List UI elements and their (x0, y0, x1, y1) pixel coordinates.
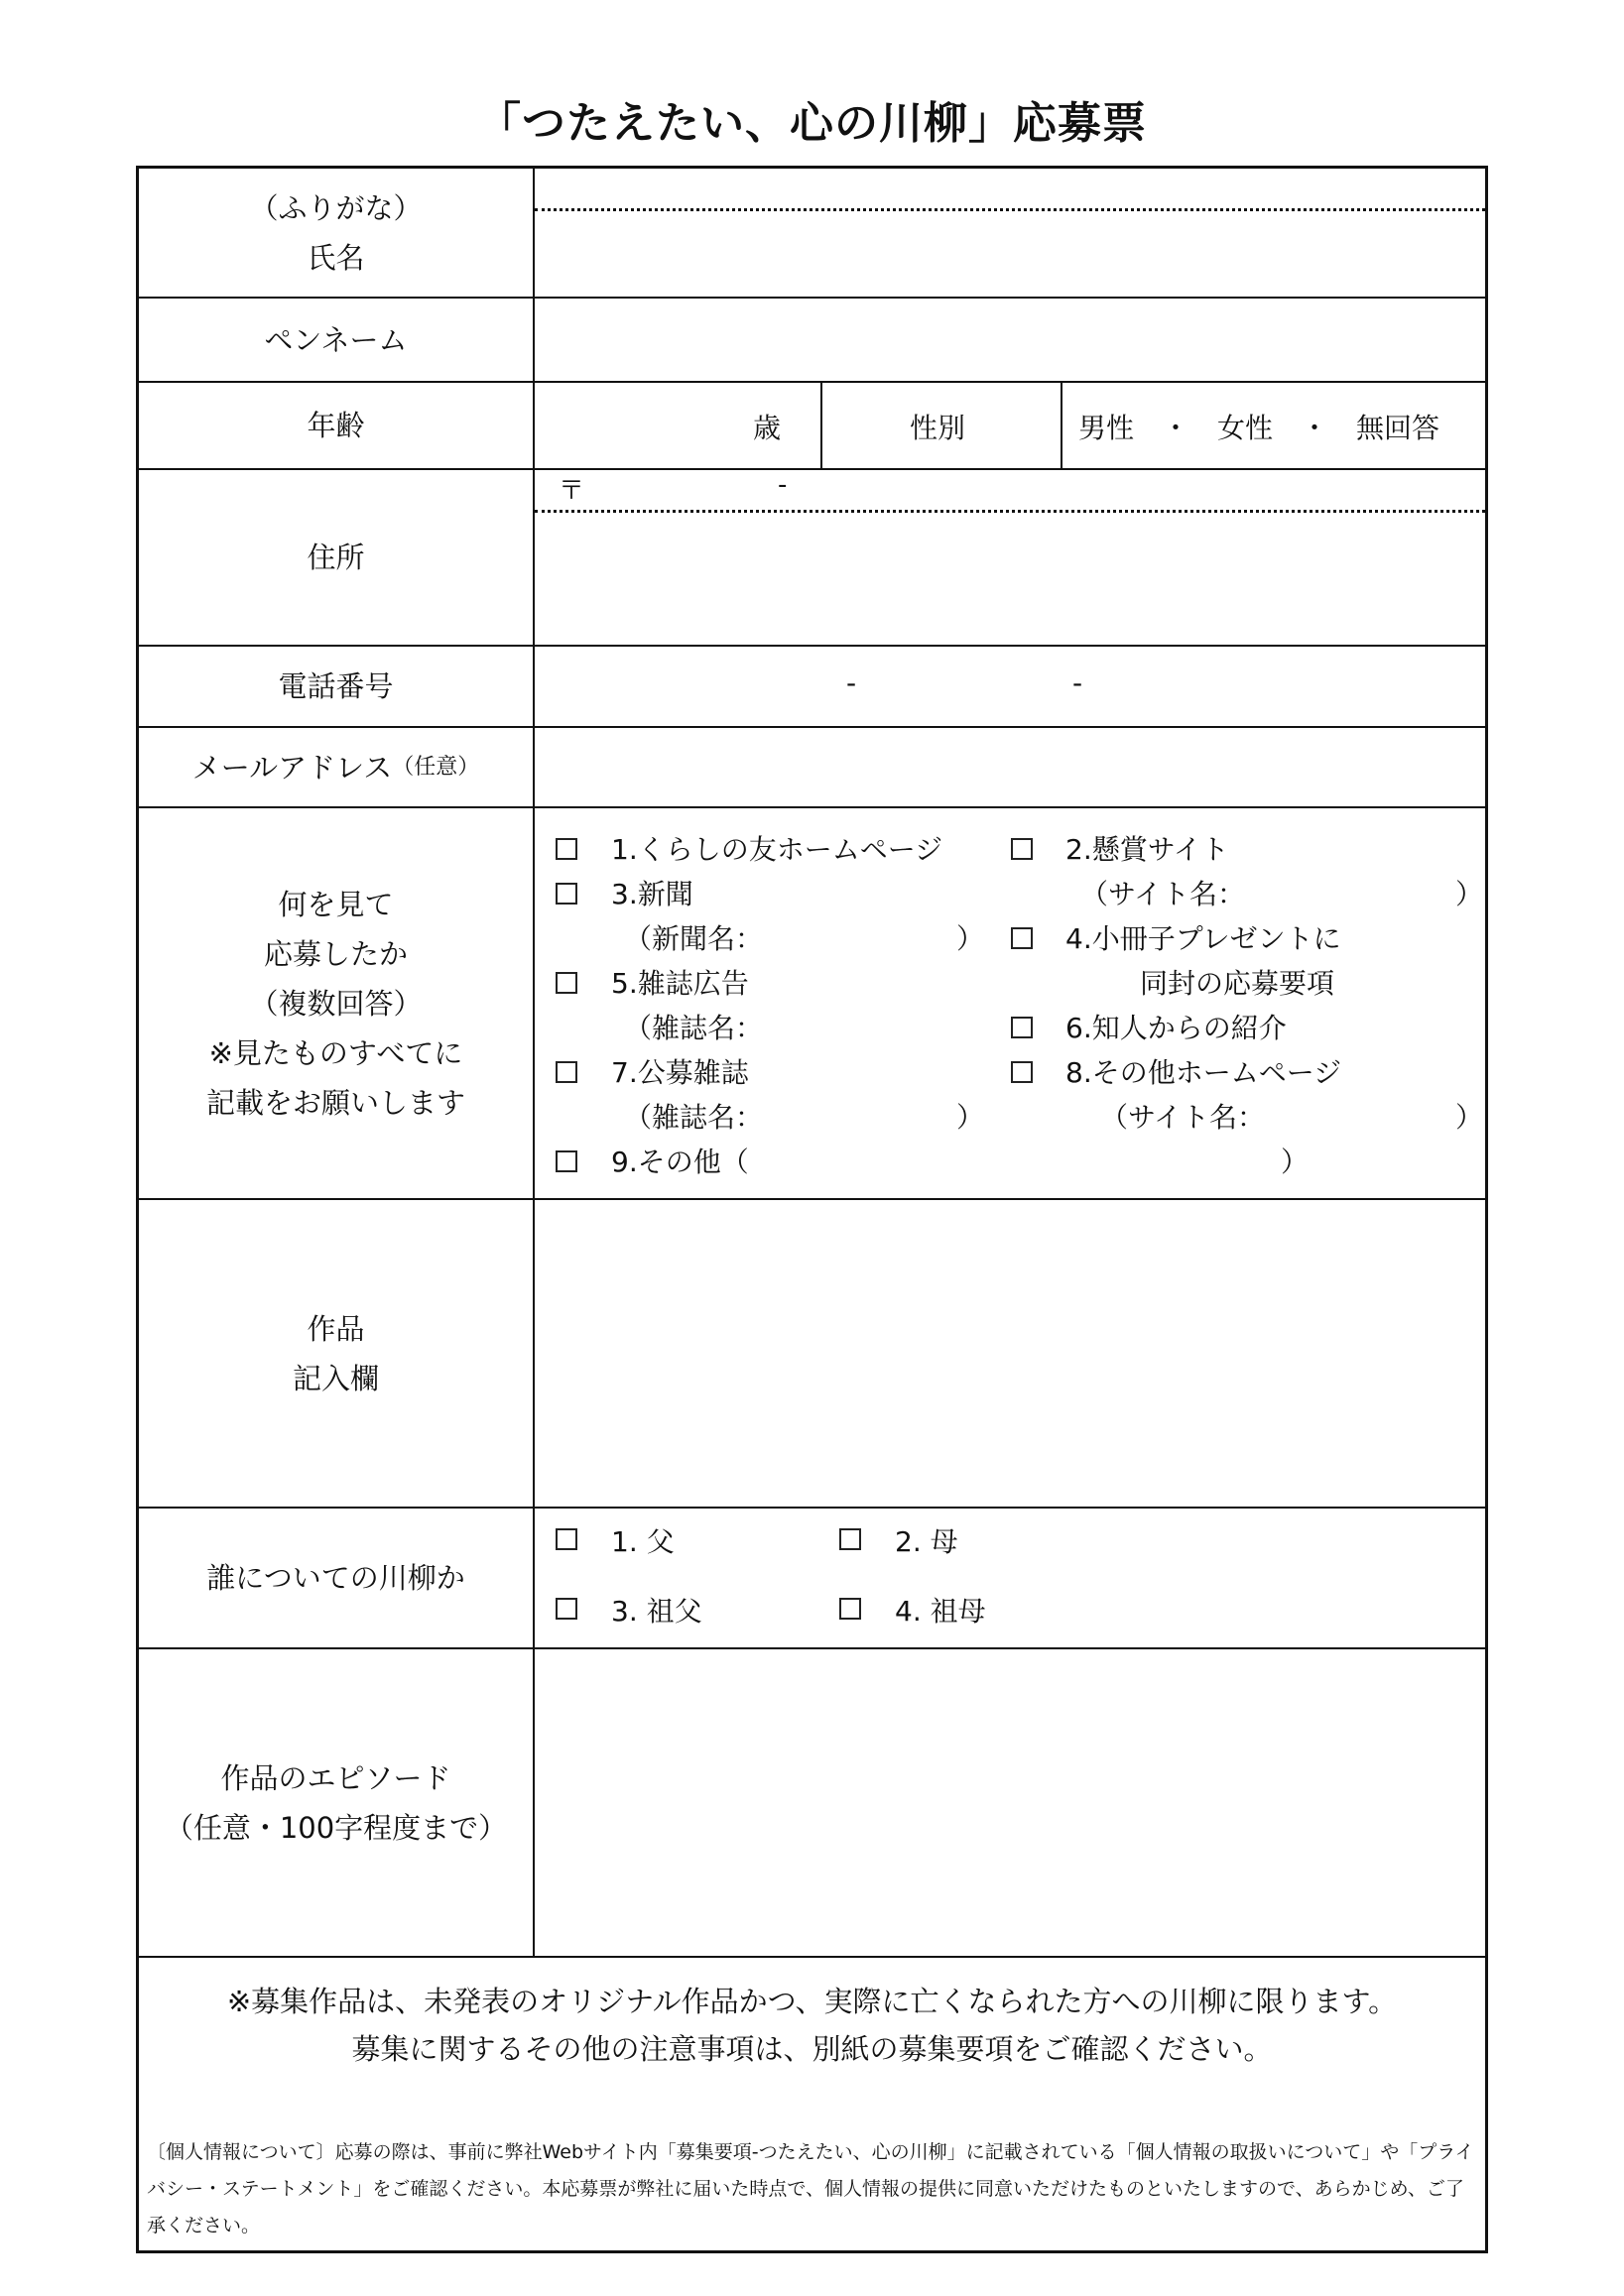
source-option-7: 7.公募雑誌 (611, 1056, 749, 1089)
pen-name-field[interactable] (535, 299, 1485, 381)
source-label-cell (139, 808, 535, 1198)
phone-dash-2: - (1072, 666, 1083, 699)
phone-label: 電話番号 (139, 647, 535, 726)
about-option-grandmother: 4. 祖母 (895, 1595, 986, 1628)
source-option-9: 9.その他（ (611, 1146, 749, 1178)
source-option-4-line2: 同封の応募要項 (1140, 967, 1335, 1000)
episode-label-cell (139, 1649, 535, 1956)
source-checkbox-9[interactable] (556, 1150, 577, 1172)
about-option-mother: 2. 母 (895, 1525, 958, 1558)
about-options (535, 1509, 1485, 1647)
source-checkbox-2[interactable] (1011, 838, 1033, 860)
gender-label: 性別 (910, 412, 966, 444)
about-option-grandfather: 3. 祖父 (611, 1595, 702, 1628)
source-option-5: 5.雑誌広告 (611, 967, 749, 1000)
source-option-8: 8.その他ホームページ (1065, 1056, 1342, 1089)
phone-dash-1: - (846, 666, 857, 699)
age-label: 年齢 (139, 383, 535, 468)
address-row (139, 470, 1485, 647)
email-label-cell (139, 728, 535, 806)
close-paren: ） (956, 1101, 985, 1134)
age-divider (820, 383, 822, 468)
source-label-line-4: ※見たものすべてに (208, 1035, 463, 1070)
episode-label-line-1: 作品のエピソード (220, 1760, 451, 1795)
about-checkbox-grandfather[interactable] (556, 1598, 577, 1620)
age-unit: 歳 (753, 412, 782, 444)
pen-name-label: ペンネーム (139, 299, 535, 381)
about-checkbox-grandmother[interactable] (839, 1598, 861, 1620)
source-checkbox-3[interactable] (556, 883, 577, 905)
age-gender-row (139, 383, 1485, 470)
source-checkbox-6[interactable] (1011, 1017, 1033, 1038)
age-gender-field (535, 383, 1485, 468)
source-option-6: 6.知人からの紹介 (1065, 1012, 1287, 1044)
episode-entry-field[interactable] (535, 1649, 1485, 1956)
about-label: 誰についての川柳か (139, 1509, 535, 1647)
source-option-2-sub: （サイト名： (1080, 878, 1246, 910)
close-paren: ） (1455, 878, 1484, 910)
about-option-father: 1. 父 (611, 1525, 675, 1558)
source-checkbox-4[interactable] (1011, 927, 1033, 949)
source-option-3-sub: （新聞名： (624, 922, 764, 955)
source-option-2: 2.懸賞サイト (1065, 833, 1229, 866)
work-label-line-2: 記入欄 (292, 1361, 379, 1395)
email-row (139, 728, 1485, 808)
work-entry-field[interactable] (535, 1200, 1485, 1507)
address-field[interactable] (535, 470, 1485, 645)
source-label-line-2: 応募したか (263, 936, 408, 971)
postal-divider (535, 510, 1485, 513)
close-paren: ） (1281, 1146, 1310, 1178)
entry-form (136, 166, 1488, 2253)
gender-divider (1061, 383, 1062, 468)
name-row (139, 169, 1485, 299)
source-option-4: 4.小冊子プレゼントに (1065, 922, 1341, 955)
source-option-8-sub: （サイト名： (1100, 1101, 1266, 1134)
gender-options[interactable]: 男性 ・ 女性 ・ 無回答 (1078, 412, 1440, 444)
postal-dash: - (778, 470, 788, 500)
about-checkbox-father[interactable] (556, 1528, 577, 1550)
postal-mark: 〒 (559, 476, 585, 506)
source-label-line-1: 何を見て (278, 887, 394, 921)
source-option-3: 3.新聞 (611, 878, 693, 910)
note-line-1: ※募集作品は、未発表のオリジナル作品かつ、実際に亡くなられた方への川柳に限ります。 (226, 1985, 1398, 2018)
email-field[interactable] (535, 728, 1485, 806)
work-label-line-1: 作品 (307, 1311, 365, 1346)
source-label-line-3: （複数回答） (249, 986, 423, 1021)
source-option-7-sub: （雑誌名： (624, 1101, 764, 1134)
source-checkbox-7[interactable] (556, 1061, 577, 1083)
work-row (139, 1200, 1485, 1509)
page-title: 「つたえたい、心の川柳」応募票 (477, 98, 1147, 149)
name-field[interactable] (535, 169, 1485, 297)
note-line-2: 募集に関するその他の注意事項は、別紙の募集要項をご確認ください。 (351, 2032, 1273, 2066)
source-options (535, 808, 1485, 1198)
episode-row (139, 1649, 1485, 1958)
furigana-label: （ふりがな） (249, 190, 423, 225)
email-optional-note: （任意） (392, 754, 480, 780)
source-checkbox-8[interactable] (1011, 1061, 1033, 1083)
name-label-cell (139, 169, 535, 297)
about-row (139, 1509, 1485, 1649)
work-label-cell (139, 1200, 535, 1507)
privacy-notice: 〔個人情報について〕応募の際は、事前に弊社Webサイト内「募集要項-つたえたい、心の川柳」に記載されている「個人情報の取扱いについて」や「プライバシー・ステートメント」をご確認ください。本応募票が弊社に届いた時点で、個人情報の提供に同意いただけたものといたしますので、あらかじめ、ご了承ください。 (147, 2141, 1474, 2236)
phone-field[interactable] (535, 647, 1485, 726)
source-checkbox-1[interactable] (556, 838, 577, 860)
notes-section (139, 1958, 1485, 2250)
close-paren: ） (1455, 1101, 1484, 1134)
source-label-line-5: 記載をお願いします (205, 1085, 465, 1120)
close-paren: ） (956, 922, 985, 955)
name-label: 氏名 (307, 240, 365, 275)
furigana-divider (535, 208, 1485, 211)
source-option-1: 1.くらしの友ホームページ (611, 833, 943, 866)
episode-label-line-2: （任意・100字程度まで） (164, 1810, 508, 1845)
phone-row (139, 647, 1485, 728)
email-label: メールアドレス (191, 750, 393, 785)
source-checkbox-5[interactable] (556, 972, 577, 994)
source-row (139, 808, 1485, 1200)
address-label: 住所 (139, 470, 535, 645)
about-checkbox-mother[interactable] (839, 1528, 861, 1550)
pen-name-row (139, 299, 1485, 383)
source-option-5-sub: （雑誌名： (624, 1012, 764, 1044)
